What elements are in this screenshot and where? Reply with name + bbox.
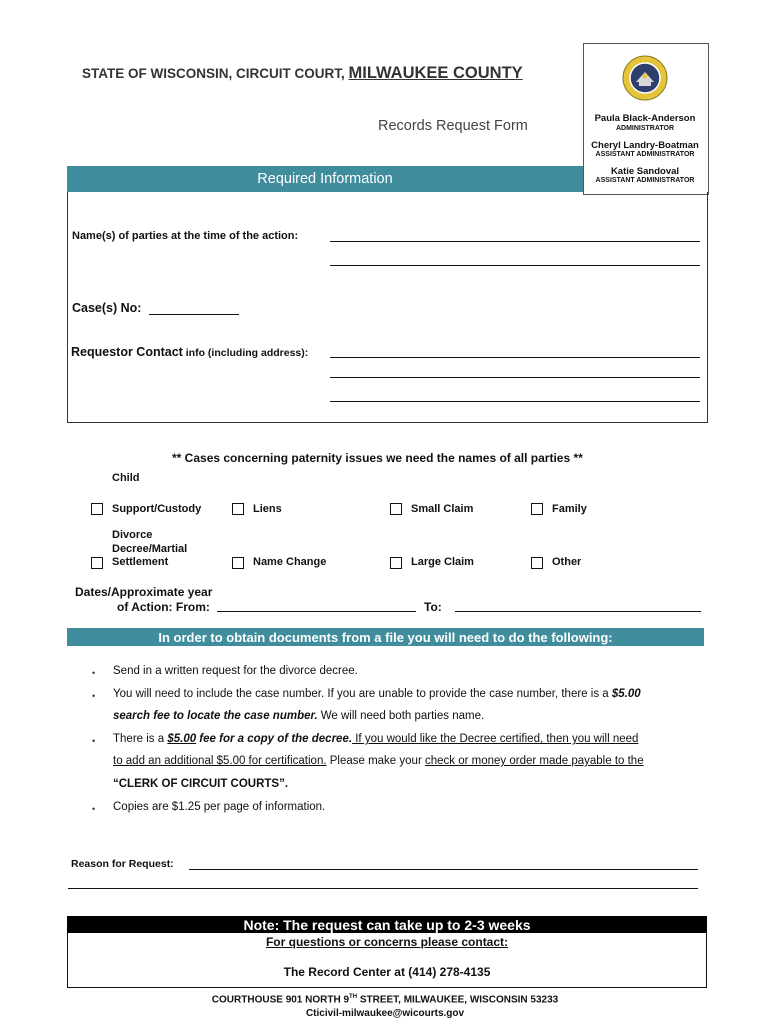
liens-checkbox[interactable] [232, 503, 244, 515]
other-label: Other [552, 556, 582, 568]
parties-label: Name(s) of parties at the time of the action: [72, 230, 299, 242]
required-info-title: Required Information [257, 171, 393, 187]
parties-input-line-1[interactable] [330, 241, 700, 242]
instructions-header [67, 628, 704, 646]
requestor-label-rest: info (including address): [182, 347, 309, 359]
required-info-header [67, 166, 583, 192]
parties-input-line-2[interactable] [330, 265, 700, 266]
support-custody-checkbox[interactable] [91, 503, 103, 515]
requestor-input-line-1[interactable] [330, 357, 700, 358]
footer-address-sup: TH [349, 994, 358, 1000]
questions-link-text: For questions or concerns please contact: [265, 935, 509, 949]
date-to-line[interactable] [455, 611, 701, 612]
bullet-4: • [92, 804, 96, 814]
divorce-label-1: Divorce [112, 529, 153, 541]
instruction-3-text-d: to add an additional $5.00 for certification. [113, 755, 327, 767]
county-name: MILWAUKEE COUNTY [348, 64, 523, 82]
court-heading [82, 64, 523, 83]
requestor-label-bold: Requestor Contact [71, 345, 183, 359]
questions-text [67, 935, 707, 949]
note-header [67, 916, 707, 933]
contact-text: The Record Center at (414) 278-4135 [283, 965, 491, 979]
admin-title-3: ASSISTANT ADMINISTRATOR [595, 177, 695, 184]
instruction-1: Send in a written request for the divorce decree. [113, 665, 358, 677]
instructions-title: In order to obtain documents from a file you will need to do the following: [158, 630, 613, 645]
bullet-2: • [92, 691, 96, 701]
bullet-1: • [92, 668, 96, 678]
dates-label-2: of Action: From: [117, 600, 210, 614]
cases-input-line[interactable] [149, 314, 239, 315]
large-claim-checkbox[interactable] [390, 557, 402, 569]
instruction-2-line-2 [113, 710, 484, 722]
requestor-label [71, 345, 308, 359]
requestor-input-line-2[interactable] [330, 377, 700, 378]
instruction-3-text-c: If you would like the Decree certified, then you will need [352, 733, 639, 745]
dates-label-1: Dates/Approximate year [75, 585, 213, 599]
instruction-2-text-b: search fee to locate the case number. [113, 710, 318, 722]
dates-to-label: To: [424, 600, 442, 614]
footer-address-a: COURTHOUSE 901 NORTH 9 [211, 994, 350, 1006]
instruction-2-line-1 [113, 688, 641, 700]
instruction-3-line-3: “CLERK OF CIRCUIT COURTS”. [113, 778, 289, 790]
footer-address-b: STREET, MILWAUKEE, WISCONSIN 53233 [357, 994, 559, 1006]
small-claim-checkbox[interactable] [390, 503, 402, 515]
instruction-3-fee: $5.00 [167, 733, 197, 745]
admin-title-2: ASSISTANT ADMINISTRATOR [595, 151, 695, 158]
instruction-3-text-e: Please make your [326, 755, 425, 767]
divorce-label-3: Settlement [112, 556, 169, 568]
requestor-input-line-3[interactable] [330, 401, 700, 402]
reason-input-line-2[interactable] [68, 888, 698, 889]
instruction-3-text-b: fee for a copy of the decree. [196, 733, 353, 745]
divorce-checkbox[interactable] [91, 557, 103, 569]
footer-address [0, 994, 770, 1005]
large-claim-label: Large Claim [411, 556, 474, 568]
instruction-3-text-a: There is a [113, 733, 168, 745]
instruction-2-fee: $5.00 [611, 688, 641, 700]
reason-label: Reason for Request: [71, 858, 174, 870]
family-checkbox[interactable] [531, 503, 543, 515]
instruction-4: Copies are $1.25 per page of information. [113, 801, 326, 813]
footer-email: Cticivil-milwaukee@wicourts.gov [305, 1008, 465, 1019]
name-change-label: Name Change [253, 556, 327, 568]
note-title: Note: The request can take up to 2-3 weeks [243, 917, 531, 933]
instruction-3-line-2 [113, 755, 644, 767]
name-change-checkbox[interactable] [232, 557, 244, 569]
date-from-line[interactable] [217, 611, 416, 612]
family-label: Family [552, 503, 587, 515]
bullet-3: • [92, 736, 96, 746]
divorce-label-2: Decree/Martial [112, 543, 188, 555]
instruction-3-line-1 [113, 733, 638, 745]
court-prefix: STATE OF WISCONSIN, CIRCUIT COURT, [82, 66, 345, 81]
form-title: Records Request Form [378, 118, 528, 134]
county-seal-icon [622, 55, 668, 101]
instruction-3-text-f: check or money order made payable to the [424, 755, 644, 767]
admin-name-2: Cheryl Landry-Boatman [591, 140, 699, 151]
cases-label: Case(s) No: [72, 301, 142, 315]
paternity-note: ** Cases concerning paternity issues we need the names of all parties ** [172, 451, 583, 465]
required-info-box [67, 192, 708, 423]
support-custody-label: Support/Custody [112, 503, 202, 515]
reason-input-line-1[interactable] [189, 869, 698, 870]
other-checkbox[interactable] [531, 557, 543, 569]
admin-title-1: ADMINISTRATOR [615, 125, 675, 132]
instruction-2-text-a: You will need to include the case number. If you are unable to provide the case number, there is a [113, 688, 612, 700]
instruction-2-text-c: We will need both parties name. [317, 710, 485, 722]
liens-label: Liens [253, 503, 282, 515]
admin-name-3: Katie Sandoval [610, 166, 680, 177]
admin-name-1: Paula Black-Anderson [594, 113, 696, 124]
small-claim-label: Small Claim [411, 503, 474, 515]
support-prefix-label: Child [112, 472, 140, 484]
